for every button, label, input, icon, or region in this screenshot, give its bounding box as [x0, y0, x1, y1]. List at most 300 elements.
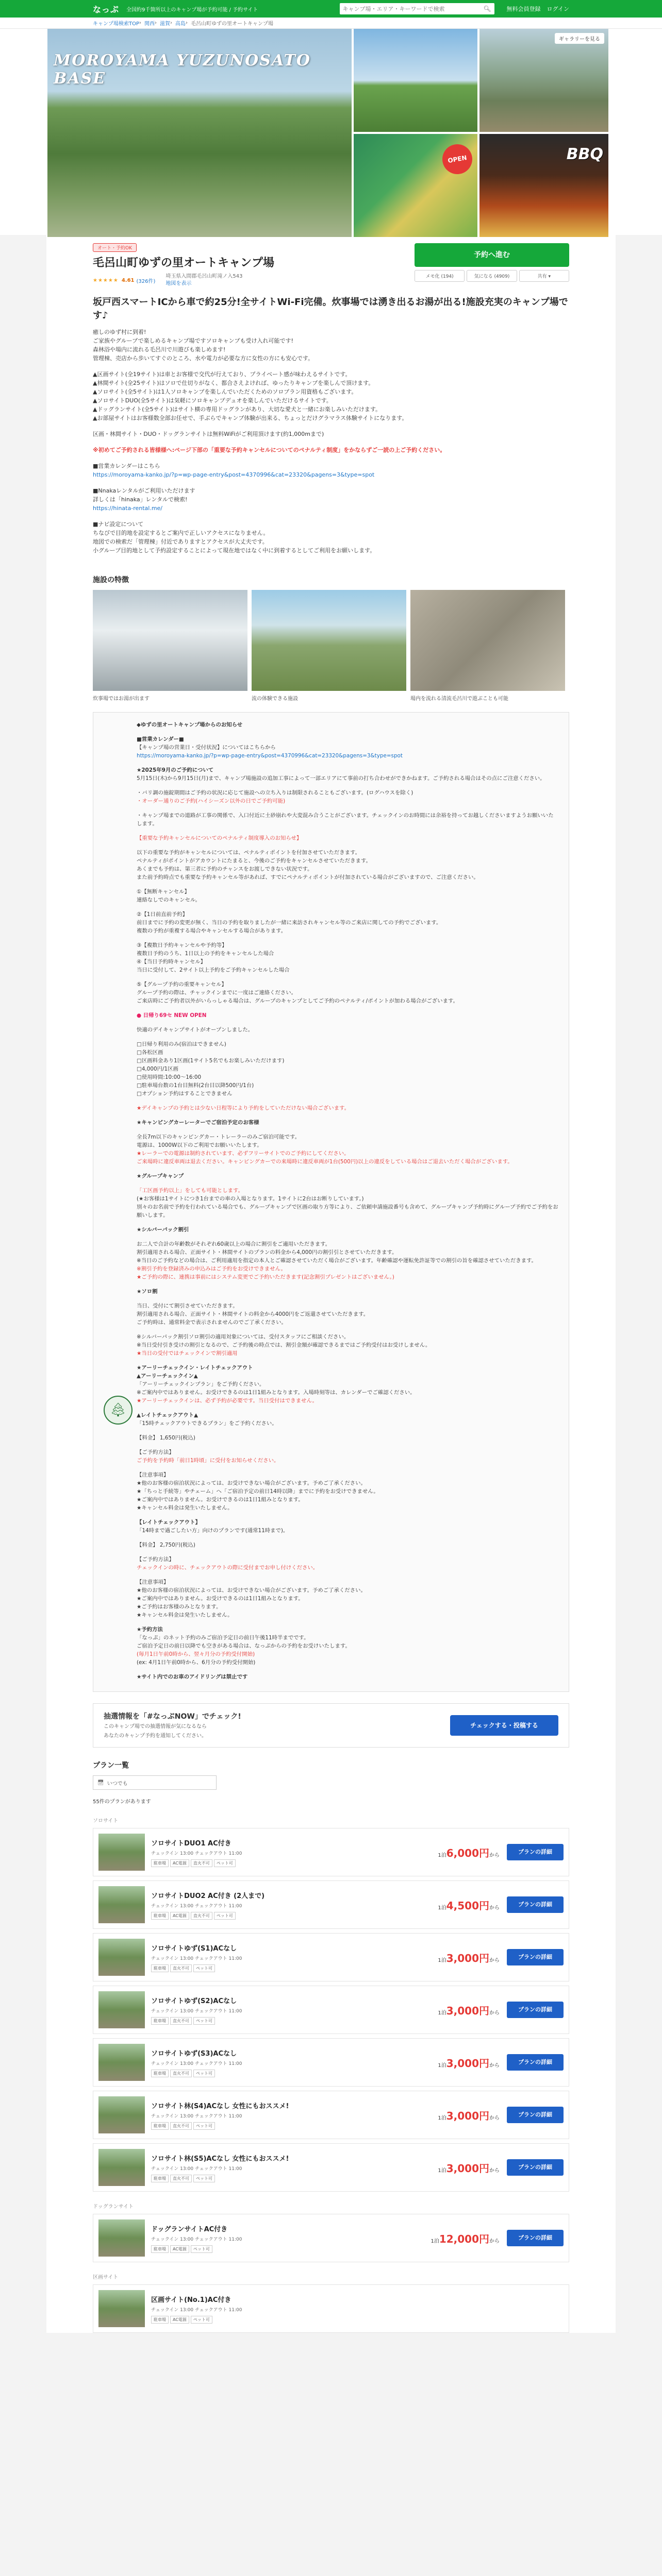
plan-tag: ペット可 — [193, 2017, 215, 2025]
intro-line — [93, 479, 569, 486]
intro-line: ▲ソロサイトDUO(全5サイト)は気軽にソロキャンプデュオを楽しんでいただけるサイトです。 — [93, 397, 332, 404]
price-prefix: 1泊 — [438, 1905, 446, 1911]
notice-line: 割引適用される場合、正面サイト・林間サイトのプランの料金から4,000円の割引引とさせていただきます。 — [137, 1249, 398, 1256]
price-value: 6,000円 — [446, 1846, 489, 1859]
notice-line: ご宿泊予定日の前日以降でも空きがある場合は、なっぷからの予約をお受けいたします。 — [137, 1643, 351, 1649]
notice-line — [137, 729, 558, 735]
plan-photo[interactable] — [98, 2044, 145, 2081]
plan-photo[interactable] — [98, 1939, 145, 1976]
price-value: 3,000円 — [446, 1952, 489, 1964]
review-count-link[interactable]: (326件) — [136, 278, 156, 284]
search-icon[interactable]: 🔍︎ — [483, 5, 491, 12]
breadcrumb-item[interactable]: キャンプ場検索TOP — [93, 21, 140, 27]
notice-line — [137, 1535, 558, 1541]
calendar-icon: 📅︎ — [97, 1780, 104, 1786]
notice-line — [137, 805, 558, 811]
plan-tag: 駐車場 — [151, 2070, 169, 2077]
plan-tag: ペット可 — [193, 1964, 215, 1972]
plan-row[interactable] — [93, 2143, 569, 2192]
plan-detail-button[interactable]: プランの詳細 — [507, 1896, 564, 1913]
plan-times: チェックイン 13:00 チェックアウト 11:00 — [151, 2236, 242, 2242]
gallery-photo[interactable] — [354, 29, 477, 132]
intro-line — [93, 513, 569, 520]
favorite-button[interactable]: 気になる (4909) — [467, 270, 517, 282]
date-filter-label: いつでも — [107, 1781, 128, 1787]
notice-line: 【料金】 2,750円(税込) — [137, 1542, 195, 1548]
notice-line: 「なっぷ」のネット予約のみご宿泊予定日の前日午後11時半までです。 — [137, 1635, 309, 1641]
notice-line: 以下の重要な予約がキャンセルについては、ペナルティポイントを付加させていただきます。 — [137, 850, 361, 856]
page-title: 毛呂山町ゆずの里オートキャンプ場 — [93, 257, 275, 269]
availability-sub: このキャンプ場での抽選情報が気になるなら — [104, 1724, 207, 1730]
notice-line — [137, 828, 558, 834]
plan-tag: 直火不可 — [170, 1964, 192, 1972]
feature-item — [93, 590, 247, 702]
notice-line — [137, 974, 558, 980]
notice-line — [137, 904, 558, 910]
notice-line — [137, 1667, 558, 1673]
intro-text — [46, 324, 616, 567]
plan-tag: 駐車場 — [151, 2122, 169, 2130]
notice-line: ★アーリーチェックインは、必ず予約が必要です。当日受付はできません。 — [137, 1398, 318, 1404]
check-post-button[interactable]: チェックする・投稿する — [450, 1715, 558, 1736]
plan-detail-button[interactable]: プランの詳細 — [507, 2107, 564, 2123]
plan-detail-button[interactable]: プランの詳細 — [507, 2054, 564, 2071]
memo-button[interactable]: メモ化 (194) — [415, 270, 465, 282]
breadcrumb-item[interactable]: 関西 — [144, 21, 155, 27]
breadcrumb-current: 毛呂山町ゆずの里オートキャンプ場 — [191, 21, 274, 27]
plan-title[interactable]: ソロサイトゆず(S2)ACなし — [151, 1997, 237, 2005]
plan-price — [438, 1845, 500, 1860]
intro-line[interactable]: https://moroyama-kanko.jp/?p=wp-page-entry&post=4370996&cat=23320&pagens=3&type=spot — [93, 471, 375, 478]
map-link[interactable]: 地図を表示 — [166, 281, 192, 286]
notice-line: 【料金】 1,650円(税込) — [137, 1435, 195, 1441]
plan-detail-button[interactable]: プランの詳細 — [507, 2002, 564, 2018]
plan-detail-button[interactable]: プランの詳細 — [507, 1844, 564, 1860]
notice-line: ・オーダー通りのご予約(ハイシーズン以外の日でご予約可能) — [137, 798, 286, 804]
availability-banner — [93, 1703, 569, 1748]
plan-title[interactable]: ソロサイトゆず(S3)ACなし — [151, 2049, 237, 2058]
notice-line: ご予約を予約時「前日1時頃」に受付をお知らせください。 — [137, 1458, 279, 1464]
intro-line: 区画・林間サイト・DUO・ドッグランサイトは無料WiFiがご利用頂けます(約1,000mまで) — [93, 431, 324, 437]
plan-tag: 駐車場 — [151, 1964, 169, 1972]
intro-line: ▲ドッグランサイト(全5サイト)はサイト横の専用ドッグランがあり、大切な愛犬と一緒にお楽しみいただけます。 — [93, 406, 381, 413]
feature-item — [252, 590, 406, 702]
plan-category: ドッグランサイト — [93, 2204, 134, 2210]
plan-price — [438, 2055, 500, 2070]
plan-tag: 駐車場 — [151, 1912, 169, 1920]
plan-photo[interactable] — [98, 1834, 145, 1871]
search-input[interactable] — [343, 6, 484, 12]
plan-tag: 直火不可 — [191, 1912, 212, 1920]
plan-tag: 駐車場 — [151, 1859, 169, 1867]
notice-line — [137, 1549, 558, 1555]
price-suffix: から — [489, 1905, 500, 1911]
plan-detail-button[interactable]: プランの詳細 — [507, 2159, 564, 2176]
price-prefix: 1泊 — [438, 2167, 446, 2174]
catch-copy: 坂戸西スマートICから車で約25分!全サイトWi-Fi完備。炊事場では湧き出るお湯が出る!施設充実のキャンプ場です♪ — [93, 297, 568, 321]
notice-line: ①【無断キャンセル】 — [137, 889, 190, 895]
site-logo[interactable]: なっぷ — [93, 4, 120, 14]
price-prefix: 1泊 — [431, 2238, 439, 2244]
price-prefix: 1泊 — [438, 2115, 446, 2121]
notice-line: お二人で合計の年齢数がそれぞれ60歳以上の場合に割引をご適用いただきます。 — [137, 1241, 331, 1247]
notice-line — [137, 760, 558, 766]
notice-text — [137, 721, 558, 1681]
tree-logo-icon: 🌲︎ — [104, 1396, 133, 1425]
plan-list — [93, 1810, 569, 2333]
notice-line: 「15時チェックアウトできるプラン」をご予約ください。 — [137, 1420, 277, 1427]
main-content — [46, 235, 616, 2333]
notice-line — [137, 1442, 558, 1448]
price-suffix: から — [489, 2115, 500, 2121]
price-prefix: 1泊 — [438, 2010, 446, 2016]
notice-line: □日帰り利用のみ(宿泊はできません) — [137, 1041, 226, 1047]
intro-line: ▲ソロサイト(全5サイト)は1人ソロキャンプを楽しんでいただくためのソロプラン用資格もございます。 — [93, 388, 357, 395]
notice-line: 「工区画予約以上」をしても可能とします。 — [137, 1188, 243, 1194]
notice-line: ★他のお客様の宿泊状況によっては、お受けできない場合がございます。予めご了承ください。 — [137, 1480, 366, 1486]
intro-line: ■ナビ設定について — [93, 521, 144, 528]
breadcrumb-item[interactable]: 滋賀 — [160, 21, 171, 27]
intro-line — [93, 438, 569, 446]
plan-title[interactable]: 区画サイト(No.1)AC付き — [151, 2296, 231, 2304]
plan-title[interactable]: ソロサイトDUO1 AC付き — [151, 1839, 231, 1848]
notice-line — [137, 1020, 558, 1026]
plan-tag: 駐車場 — [151, 2245, 169, 2253]
notice-line: 前日までに予約の変更が無く、当日の予約を取りましたが一緒に来訪されキャンセル等のご来店に関しての予約でございます。 — [137, 920, 442, 926]
notice-line: グループ予約の際は、チャックインまでに一度はご連絡ください。 — [137, 990, 297, 996]
notice-line: ★キャンピングカーレーターでご宿泊予定のお客様 — [137, 1120, 259, 1126]
notice-line: ※割引予約を登録済みの申込みはご予約をお受けできません。 — [137, 1266, 286, 1272]
notice-line: 快適のデイキャンプサイトがオープンしました。 — [137, 1027, 254, 1033]
notice-line: □使用時間:10:00〜16:00 — [137, 1074, 202, 1080]
plan-tag: AC電源 — [170, 2245, 189, 2253]
rating-value: 4.61 — [121, 277, 135, 283]
register-link[interactable]: 無料会員登録 — [506, 6, 541, 12]
notice-line: □駐車場台数の1台目無料(2台目以降500円/1台) — [137, 1082, 254, 1089]
notice-line: □4,000円/1区画 — [137, 1066, 178, 1072]
notice-line: 当日、受付にて割引させていただきます。 — [137, 1303, 238, 1309]
plan-tag: ペット可 — [193, 2175, 215, 2182]
notice-line: 【注意事項】 — [137, 1472, 169, 1478]
notice-line: ②【1日前直前予約】 — [137, 911, 188, 918]
notice-line: あくまでも予約は、第三者に予約のチャンスをお渡しできない状況です。 — [137, 866, 313, 872]
notice-line — [137, 1465, 558, 1471]
breadcrumb-item[interactable]: 高島 — [175, 21, 186, 27]
notice-line: ④【当日予約時キャンセル】 — [137, 959, 206, 965]
notice-line: ★2025年9月のご予約について — [137, 767, 214, 773]
notice-line: 【ご予約方法】 — [137, 1449, 174, 1455]
notice-line — [137, 783, 558, 789]
intro-line: 癒しのゆず村に到着! — [93, 329, 146, 335]
plan-tag: 直火不可 — [170, 2070, 192, 2077]
notice-line — [137, 1619, 558, 1625]
notice-line: □オプション予約はすることできません — [137, 1091, 233, 1097]
notice-line: 当日に受付して、2サイト以上予約をご予約キャンセルした場合 — [137, 967, 290, 973]
notice-line: 「アーリーチェックインプラン」をご予約ください。 — [137, 1381, 265, 1387]
plan-price — [438, 2108, 500, 2123]
plan-photo[interactable] — [98, 2096, 145, 2133]
notice-line: ▲アーリーチェックイン▲ — [137, 1373, 198, 1379]
plan-tag: 駐車場 — [151, 2017, 169, 2025]
notice-line: ★当日の受付ではチェックインで割引適用 — [137, 1350, 238, 1357]
notice-line: ※当日のご予約などの場合は、ご利用適用を指定の本人とご確認させていただく場合がございます。年齢確認や運転免許証等での割引の旨を確認させていただきます。 — [137, 1258, 537, 1264]
plan-tag: ペット可 — [193, 2122, 215, 2130]
availability-sub: あなたのキャンプ予約を通知してください。 — [104, 1733, 207, 1739]
notice-line: また前予約時点でも重要な予約キャンセル等があれば、すでにペナルティポイントが付加されている場合がございますので、ご注意ください。 — [137, 874, 479, 880]
notice-line: ★アーリーチェックイン・レイトチェックアウト — [137, 1365, 253, 1371]
plan-times: チェックイン 13:00 チェックアウト 11:00 — [151, 2166, 242, 2172]
notice-line: ★ご案内中ではありません。お受けできるのは1日1組みとなります。 — [137, 1596, 304, 1602]
login-link[interactable]: ログイン — [547, 6, 569, 12]
notice-line — [137, 1127, 558, 1133]
plan-price — [438, 2160, 500, 2175]
site-tagline: 全国約9千箇所以上のキャンプ場が予約可能 / 予約サイト — [126, 7, 258, 13]
notice-line: ご予約時は、通常料金で表示されませんのでご了承ください。 — [137, 1319, 287, 1326]
breadcrumb: キャンプ場検索TOP › 関西 › 滋賀 › 高島 › 毛呂山町ゆずの里オートキャンプ場 — [0, 18, 662, 29]
plan-detail-button[interactable]: プランの詳細 — [507, 2230, 564, 2246]
notice-line[interactable]: https://moroyama-kanko.jp/?p=wp-page-entry&post=4370996&cat=23320&pagens=3&type=spot — [137, 753, 403, 759]
feature-photo[interactable] — [252, 590, 406, 691]
notice-line — [137, 1180, 558, 1187]
notice-line — [137, 1296, 558, 1302]
photo-gallery — [0, 29, 662, 235]
plan-row[interactable] — [93, 1986, 569, 2034]
notice-line: ※ご案内中ではありません。お受けできるのは1日1組みとなります。入場時刻等は、カレンダーでご確認ください。 — [137, 1389, 416, 1396]
intro-line[interactable]: https://hinata-rental.me/ — [93, 505, 163, 512]
intro-line — [93, 454, 569, 462]
main-photo-title: MOROYAMA YUZUNOSATO BASE — [54, 52, 311, 88]
search-box — [340, 3, 494, 14]
intro-line: ■営業カレンダーはこちら — [93, 463, 160, 469]
plan-tag: AC電源 — [170, 2316, 189, 2324]
plan-times: チェックイン 13:00 チェックアウト 11:00 — [151, 1903, 242, 1909]
notice-line: ご来店時にご予約者以外がいらっしゃる場合は、グループのキャンプとしてご予約のペナルティ/ポイントが加わる場合がございます。 — [137, 998, 458, 1004]
plan-row[interactable] — [93, 1828, 569, 1876]
price-value: 3,000円 — [446, 2109, 489, 2122]
notice-line: ★デイキャンプの予約とは少ない日程等により予約をしていただけない場合ございます。 — [137, 1105, 350, 1111]
notice-line: ★予約方法 — [137, 1626, 163, 1633]
price-value: 4,500円 — [446, 1899, 489, 1912]
price-prefix: 1泊 — [438, 1957, 446, 1963]
plan-tag: ペット可 — [214, 1859, 236, 1867]
notice-line: ③【複数日予約キャンセルや予約等】 — [137, 942, 227, 948]
status-badge: オート・予約OK — [93, 243, 137, 252]
plan-times: チェックイン 13:00 チェックアウト 11:00 — [151, 2113, 242, 2119]
plan-title[interactable]: ドッグランサイトAC付き — [151, 2225, 228, 2233]
notice-line: 複数日予約のうち、1日以上の予約をキャンセルした場合 — [137, 951, 274, 957]
notice-line — [137, 1234, 558, 1240]
notice-line: ▲レイトチェックアウト▲ — [137, 1412, 198, 1418]
notice-line: ★ご案内中ではありません。お受けできるのは1日1組みとなります。 — [137, 1497, 304, 1503]
intro-line — [93, 363, 569, 370]
plan-title[interactable]: ソロサイト林(S5)ACなし 女性にもおススメ! — [151, 2155, 289, 2163]
plan-row[interactable] — [93, 2091, 569, 2139]
plan-photo[interactable] — [98, 1886, 145, 1923]
plan-detail-button[interactable]: プランの詳細 — [507, 1949, 564, 1965]
gallery-photo[interactable] — [479, 29, 608, 132]
plan-title[interactable]: ソロサイトゆず(S1)ACなし — [151, 1944, 237, 1953]
plan-tag: ペット可 — [191, 2316, 212, 2324]
notice-line: 連絡なしでのキャンセル。 — [137, 897, 201, 903]
plan-times: チェックイン 13:00 チェックアウト 11:00 — [151, 2008, 242, 2014]
plan-tag: 直火不可 — [191, 1859, 212, 1867]
notice-box — [93, 712, 569, 1692]
notice-line: 複数の予約が重複する場合やキャンセルする場合があります。 — [137, 928, 287, 934]
campsite-header — [46, 235, 616, 293]
plan-title[interactable]: ソロサイト林(S4)ACなし 女性にもおススメ! — [151, 2102, 289, 2110]
plan-tag: ペット可 — [193, 2070, 215, 2077]
intro-line: 小グループ目的地として予約設定することによって現在地ではなく中に到着するとしてご利用をお願いします。 — [93, 547, 376, 554]
intro-line: ※初めてご予約される皆様様へ:ページ下部の「重要な予約キャンセルについてのペナルティ制度」をかならずご一読の上ご予約ください。 — [93, 447, 446, 453]
notice-line: 「14時まで過ごしたい方」向けのプランです(通常11時まで)。 — [137, 1528, 289, 1534]
plan-times: チェックイン 13:00 チェックアウト 11:00 — [151, 2307, 242, 2313]
plan-price — [438, 1897, 500, 1912]
rating-stars: ★★★★★ — [93, 277, 119, 283]
price-prefix: 1泊 — [438, 1852, 446, 1858]
plan-tag: AC電源 — [170, 1859, 189, 1867]
notice-line — [137, 1166, 558, 1172]
intro-line: 管理棟、売店から歩いてすぐのところ、水や電力が必要な方に女性の方にも安心です。 — [93, 355, 314, 362]
gallery-photo[interactable] — [354, 134, 477, 237]
price-suffix: から — [489, 2238, 500, 2244]
notice-line: ★他のお客様の宿泊状況によっては、お受けできない場合がございます。予めご了承ください。 — [137, 1587, 366, 1594]
price-suffix: から — [489, 1957, 500, 1963]
notice-line — [137, 842, 558, 849]
notice-line: 全長7m以下のキャンピングカー・トレーラーのみご宿泊可能です。 — [137, 1134, 301, 1140]
notice-line: ◆ゆずの里オートキャンプ場からのお知らせ — [137, 722, 243, 728]
intro-line: ▲お部屋サイトはお客様数全部お任せで、手ぶらでキャンプ体験が出来る、ちょっとだけグラマラス体験サイトになります。 — [93, 415, 408, 421]
plans-section — [46, 1748, 616, 2333]
notice-line: ★キャンセル料金は発生いたしません。 — [137, 1505, 233, 1511]
notice-line: ・バリ調の施錠期間はご予約の状況に応じて施設への立ち入りは制限されることもございます。(ログハウスを除く) — [137, 790, 413, 796]
feature-caption: 炊事場ではお湯が出ます — [93, 696, 150, 702]
notice-line: チェックインの時に、チェックアウトの際に受付までお申し付けください。 — [137, 1565, 319, 1571]
plan-category: ソロサイト — [93, 1818, 119, 1824]
notice-line: ★シルバーパック割引 — [137, 1227, 189, 1233]
notice-line: ★「ちっと手続等」やチェーム」へ「ご宿泊予定の前日14時以降」までに予約をお受けできません。 — [137, 1488, 379, 1495]
notice-line: 【注意事項】 — [137, 1579, 169, 1585]
plan-price — [431, 2231, 500, 2246]
plan-row[interactable] — [93, 1933, 569, 1981]
price-value: 3,000円 — [446, 2162, 489, 2175]
plan-tag: ペット可 — [191, 2245, 212, 2253]
intro-line: 森林浴や場内に流れる毛呂川で川遊びも楽しめます! — [93, 346, 226, 353]
plan-photo[interactable] — [98, 2149, 145, 2186]
feature-caption: 流の体験できる施設 — [252, 696, 298, 702]
section-heading: プラン一覧 — [93, 1761, 129, 1770]
plan-count: 55件のプランがあります — [93, 1799, 151, 1805]
notice-line: ★ご予約の際に、連携は事前にはシステム変更でご予約いただきます(記念割引プレゼントはございません。) — [137, 1274, 394, 1280]
notice-line: 【ご予約方法】 — [137, 1556, 174, 1563]
notice-line: ・キャンプ場までの道路が工事の関係で、入口付近に土砂崩れや大変混み合うことがございます。チェックインのお時間には余裕を持ってお越しくださいますようお願いいたします。 — [137, 812, 554, 827]
plan-tag: AC電源 — [170, 1912, 189, 1920]
plan-tag: 駐車場 — [151, 2316, 169, 2324]
notice-line: (ex: 4月1日午前0時から、6月分の予約受付開始) — [137, 1659, 256, 1666]
feature-photo[interactable] — [410, 590, 565, 691]
plan-row[interactable] — [93, 2284, 569, 2333]
plan-tag: ペット可 — [214, 1912, 236, 1920]
notice-line: 割引適用される場合、正面サイト・林間サイトの料金から4000円をご返還させていただきます。 — [137, 1311, 369, 1317]
plan-price — [438, 1950, 500, 1965]
date-filter[interactable] — [93, 1775, 217, 1790]
open-badge: OPEN — [440, 142, 474, 176]
plan-row[interactable] — [93, 2214, 569, 2262]
price-value: 12,000円 — [439, 2232, 489, 2245]
notice-line: (★お客様は1サイトにつき1台までの車の入場となります。1サイトに2台はお断りしています。) — [137, 1196, 364, 1202]
plan-title[interactable]: ソロサイトDUO2 AC付き (2人まで) — [151, 1892, 265, 1900]
price-suffix: から — [489, 2167, 500, 2174]
notice-line: 別々のお名前で予約を行われている場合でも、グループキャンプで区画の取り方等により、ご依頼申請施設番号も含めて、グループキャンプ予約時にグループ予約でご予約をお願いします。 — [137, 1204, 558, 1218]
plan-row[interactable] — [93, 1880, 569, 1929]
reserve-button[interactable]: 予約へ進む — [415, 243, 569, 267]
intro-line: ちなびで目的地を設定するとご案内で正しいアクセスになりません。 — [93, 530, 269, 536]
notice-line: ※シルバーパック割引ソロ割引の適用対象については、受付スタッフにご相談ください。 — [137, 1334, 350, 1340]
intro-line: ■Nnakaレンタルがご利用いただけます — [93, 487, 195, 494]
top-bar — [0, 0, 662, 18]
bbq-label: BBQ — [566, 145, 603, 163]
notice-line: ご来場時に違反車両は退去ください。キャンピングカーでの来場時に違反車両が1台(500円)以上の違反をしている場合はご退去いただく場合がございます。 — [137, 1159, 513, 1165]
price-suffix: から — [489, 2062, 500, 2069]
notice-line: ● 日帰り69セ NEW OPEN — [137, 1012, 207, 1019]
notice-line — [137, 1112, 558, 1118]
price-prefix: 1泊 — [438, 2062, 446, 2069]
intro-line: ご家族やグループで楽しめるキャンプ場ですソロキャンプも受け入れ可能です! — [93, 337, 293, 344]
intro-line — [93, 422, 569, 430]
intro-line: 地図での検索だ「管理棟」付近でありますとアクセスが大丈夫です。 — [93, 538, 268, 545]
notice-line: 【レイトチェックアウト】 — [137, 1519, 201, 1526]
plan-price — [438, 2003, 500, 2018]
gallery-photo[interactable] — [479, 134, 608, 237]
plan-times: チェックイン 13:00 チェックアウト 11:00 — [151, 1956, 242, 1961]
notice-line — [137, 1512, 558, 1518]
notice-line: ⑤【グループ予約の重要キャンセル】 — [137, 981, 227, 988]
share-button[interactable]: 共有 ▾ — [519, 270, 569, 282]
notice-line: ★ソロ割 — [137, 1289, 158, 1295]
notice-line: ★サイト内でのお車のアイドリングは禁止です — [137, 1674, 248, 1680]
notice-line: 【重要な予約キャンセルについてのペナルティ制度導入のお知らせ】 — [137, 835, 302, 841]
notice-line: ★ご予約はお客様のみとなります。 — [137, 1604, 222, 1610]
notice-line — [137, 1572, 558, 1578]
plan-photo[interactable] — [98, 2290, 145, 2327]
price-suffix: から — [489, 1852, 500, 1858]
plan-row[interactable] — [93, 2038, 569, 2087]
plan-tag: 駐車場 — [151, 2175, 169, 2182]
plan-times: チェックイン 13:00 チェックアウト 11:00 — [151, 2061, 242, 2066]
price-value: 3,000円 — [446, 2004, 489, 2017]
intro-line: 詳しくは「hinaka」レンタルで検索! — [93, 496, 188, 503]
notice-line — [137, 935, 558, 941]
gallery-open-button[interactable]: ギャラリーを見る — [555, 33, 604, 44]
plan-category: 区画サイト — [93, 2275, 119, 2280]
address: 埼玉県入間郡毛呂山町滝ノ入543 — [166, 274, 243, 279]
intro-line: ▲区画サイト(全19サイト)は車とお客様で交代が行えており、プライベート感が味わえるサイトです。 — [93, 371, 351, 378]
feature-item — [410, 590, 565, 702]
plan-photo[interactable] — [98, 1991, 145, 2028]
notice-line: ★キャンセル料金は発生いたしません。 — [137, 1612, 233, 1618]
main-photo[interactable] — [47, 29, 352, 237]
notice-line: (毎月1日午前0時から、翌々月分の予約受付開始) — [137, 1651, 255, 1657]
feature-photo[interactable] — [93, 590, 247, 691]
plan-times: チェックイン 13:00 チェックアウト 11:00 — [151, 1851, 242, 1856]
section-heading: 施設の特徴 — [93, 576, 129, 584]
notice-line — [137, 1358, 558, 1364]
notice-line: ★グループキャンプ — [137, 1173, 184, 1179]
notice-line: □区画料金あり1区画(1サイト5名でもお楽しみいただけます) — [137, 1058, 285, 1064]
notice-line — [137, 1428, 558, 1434]
notice-line — [137, 1098, 558, 1104]
notice-line — [137, 1327, 558, 1333]
plan-photo[interactable] — [98, 2219, 145, 2257]
